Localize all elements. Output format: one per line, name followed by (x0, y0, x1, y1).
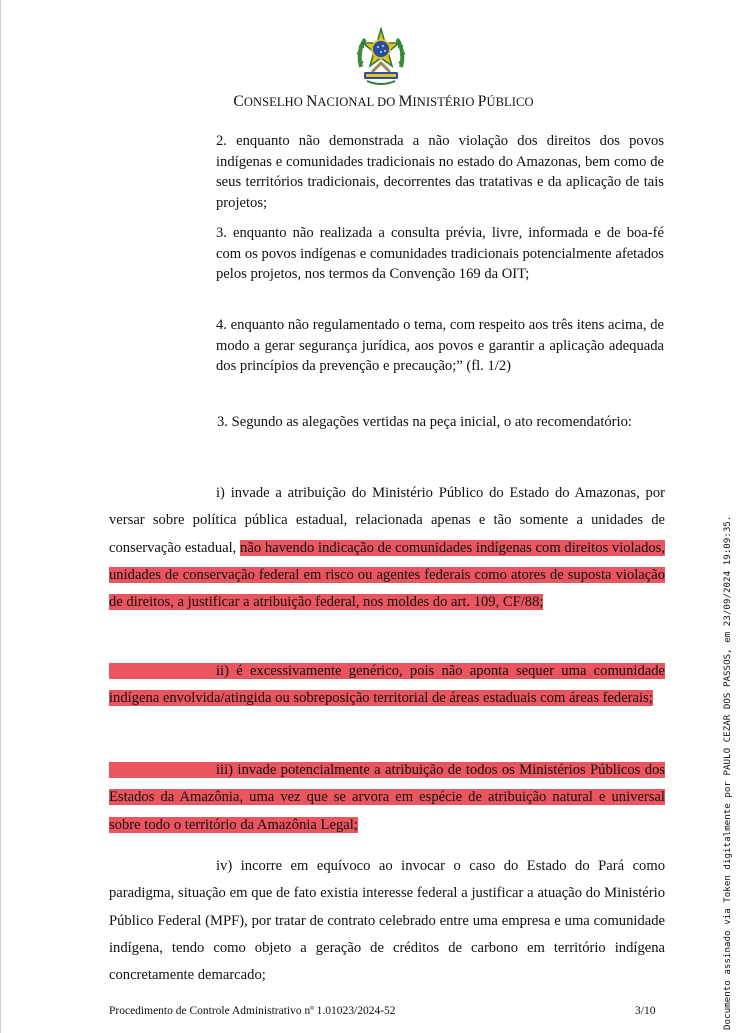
title-word: PÚBLICO (477, 93, 534, 110)
item-iii: iii) invade potencialmente a atribuição de todos os Ministérios Públicos dos Estados da Amazônia, uma vez que se arvora em espécie de atribuição natural e universal sobre todo o território da Amazônia Legal; (109, 762, 665, 833)
quote-item-4: 4. enquanto não regulamentado o tema, com respeito aos três itens acima, de modo a gerar segurança jurídica, aos povos e garantir a aplicação adequada dos princípios da prevenção e precaução;” (fl. 1/2) (216, 317, 664, 374)
item-ii: ii) é excessivamente genérico, pois não aponta sequer uma comunidade indígena envolvida/atingida ou sobreposição territorial de áreas estaduais com áreas federais; (109, 663, 665, 707)
page-edge (0, 0, 1, 1033)
title-word: MINISTÉRIO (398, 93, 478, 110)
paragraph-3: 3. Segundo as alegações vertidas na peça inicial, o ato recomendatório: (217, 414, 632, 430)
item-i-highlight: não havendo indicação de comunidades indígenas com direitos violados, unidades de conservação federal em risco ou agentes federais como atores de suposta violação de direitos, a justificar a atribuição federal, nos moldes do art. 109, CF/88; (109, 539, 666, 611)
brazil-coat-of-arms-icon (355, 27, 407, 89)
title-word: NACIONAL DO (306, 93, 399, 110)
council-title (0, 93, 742, 111)
quote-item-2: 2. enquanto não demonstrada a não violação dos direitos dos povos indígenas e comunidades tradicionais no estado do Amazonas, bem como de seus territórios tradicionais, decorrentes das tratativas e da aplicação de tais projetos; (216, 133, 664, 211)
footer-procedure: Procedimento de Controle Administrativo nº 1.01023/2024-52 (109, 1005, 396, 1017)
quote-item-3: 3. enquanto não realizada a consulta prévia, livre, informada e de boa-fé com os povos indígenas e comunidades tradicionais potencialmente afetados pelos projetos, nos termos da Convenção 169 da OIT; (216, 225, 664, 282)
item-i-text: i) invade a atribuição do Ministério Público do Estado do Amazonas, por versar sobre política pública estadual, relacionada apenas e tão somente a unidades de conservação estadual, (109, 485, 665, 556)
signature-stamp: Documento assinado via Token digitalmente por PAULO CEZAR DOS PASSOS, em 23/09/2024 19:09:35. (722, 515, 733, 1030)
item-i (109, 480, 665, 616)
footer-page-number: 3/10 (635, 1005, 656, 1017)
title-word: CONSELHO (233, 93, 307, 110)
item-iv: iv) incorre em equívoco ao invocar o caso do Estado do Pará como paradigma, situação em que de fato existia interesse federal a justificar a atuação do Ministério Público Federal (MPF), por tratar de contrato celebrado entre uma empresa e uma comunidade indígena, tendo como objeto a geração de créditos de carbono em território indígena concretamente demarcado; (109, 858, 665, 984)
